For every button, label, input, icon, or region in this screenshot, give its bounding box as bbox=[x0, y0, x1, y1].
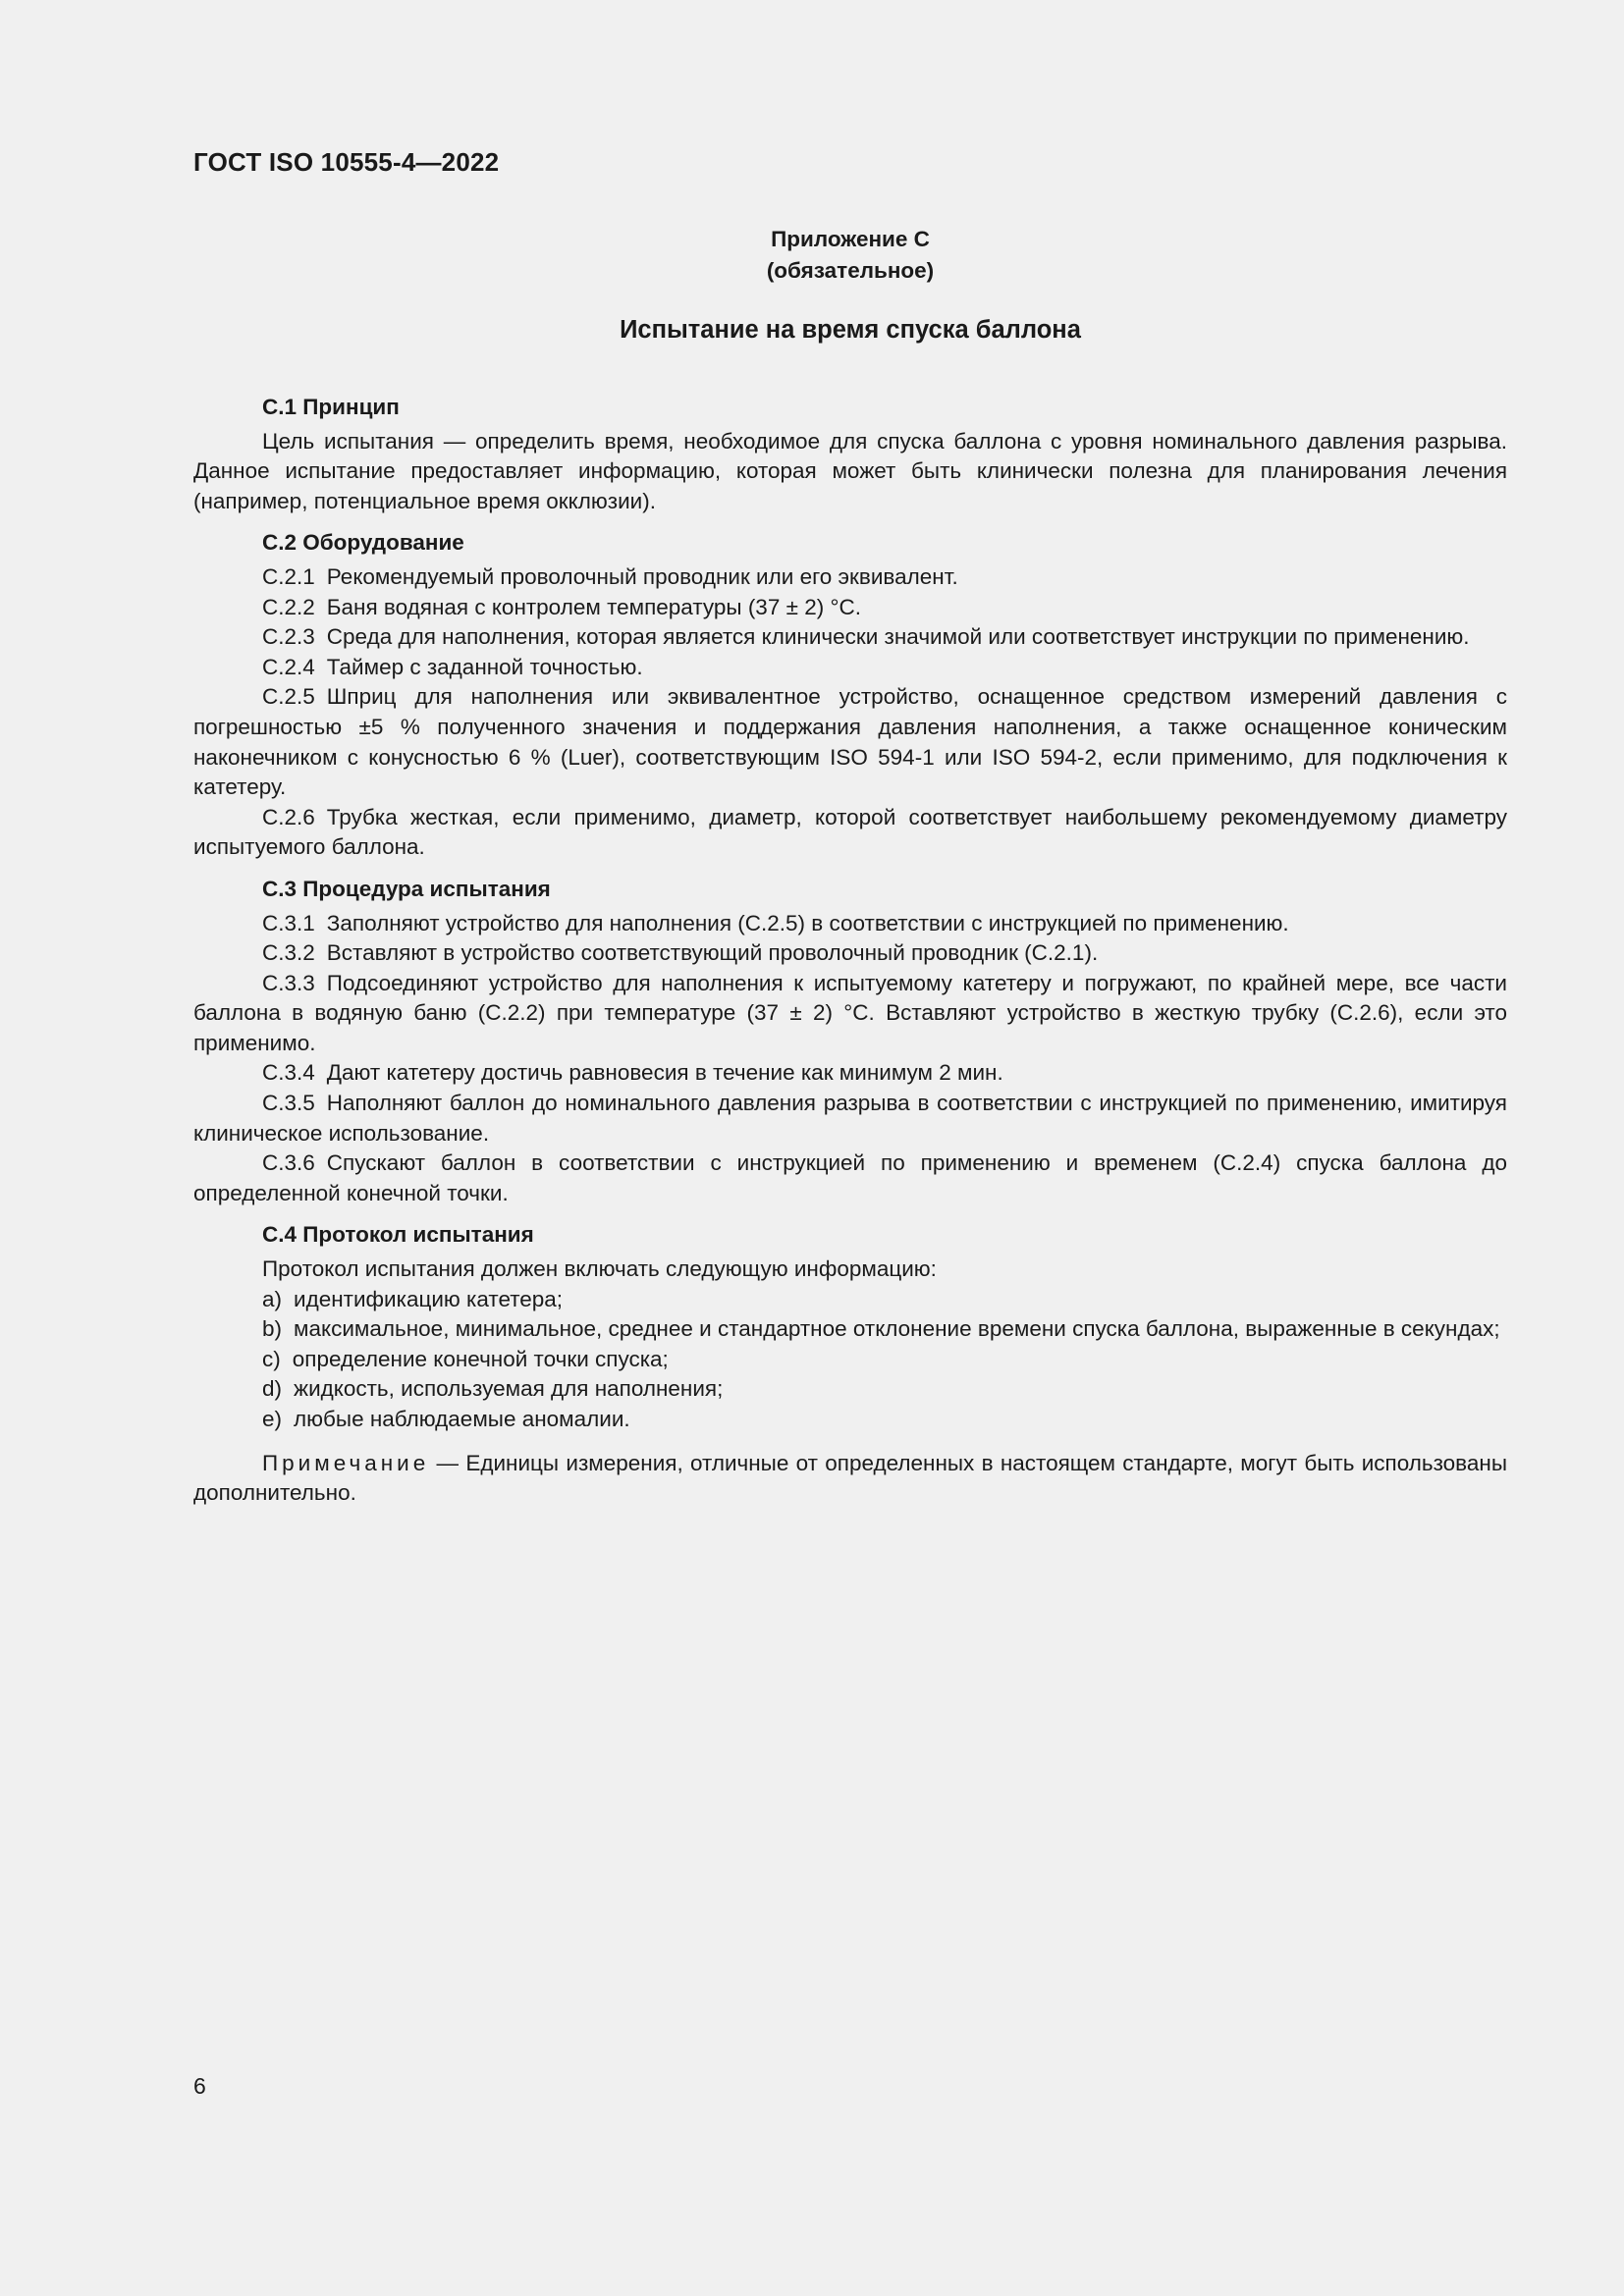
paragraph-c1: Цель испытания — определить время, необходимое для спуска баллона с уровня номинального давления разрыва. Данное испытание предоставляет информацию, которая может быть клинически полезна для планирования лечения (например, потенциальное время окклюзии). bbox=[193, 428, 1507, 513]
clause-c2-2 bbox=[193, 593, 1507, 623]
clause-c3-6 bbox=[193, 1148, 1507, 1208]
list-item-text: любые наблюдаемые аномалии. bbox=[294, 1407, 630, 1431]
clause-number: C.3.1 bbox=[262, 910, 315, 935]
standard-header: ГОСТ ISO 10555-4—2022 bbox=[193, 147, 500, 177]
clause-number: C.3.5 bbox=[262, 1091, 315, 1116]
list-item-text: максимальное, минимальное, среднее и стандартное отклонение времени спуска баллона, выраженные в секундах; bbox=[294, 1316, 1500, 1342]
annex-heading bbox=[193, 224, 1507, 287]
clause-text: Среда для наполнения, которая является клинически значимой или соответствует инструкции по применению. bbox=[326, 624, 1470, 650]
page-number: 6 bbox=[193, 2073, 206, 2099]
list-item-c bbox=[193, 1345, 1507, 1375]
list-item-text: идентификацию катетера; bbox=[294, 1286, 564, 1311]
clause-text: Наполняют баллон до номинального давления разрыва в соответствии с инструкцией по применению, имитируя клиническое использование. bbox=[193, 1091, 1507, 1146]
clause-number: C.3.3 bbox=[262, 970, 315, 995]
clause-c3-2 bbox=[193, 938, 1507, 969]
clause-c3-1 bbox=[193, 909, 1507, 939]
clause-number: C.2.2 bbox=[262, 594, 315, 619]
clause-text: Спускают баллон в соответствии с инструкцией по применению и временем (C.2.4) спуска баллона до определенной конечной точки. bbox=[193, 1150, 1507, 1205]
annex-status: (обязательное) bbox=[766, 258, 935, 283]
clause-number: C.3.2 bbox=[262, 940, 315, 966]
clause-c3-4 bbox=[193, 1058, 1507, 1089]
clause-text: Трубка жесткая, если применимо, диаметр, которой соответствует наибольшему рекомендуемому диаметру испытуемого баллона. bbox=[193, 804, 1507, 860]
clause-c2-6 bbox=[193, 803, 1507, 863]
note-label: Примечание bbox=[262, 1450, 430, 1475]
annex-main-title: Испытание на время спуска баллона bbox=[620, 316, 1081, 344]
clause-text: Рекомендуемый проволочный проводник или его эквивалент. bbox=[326, 563, 958, 589]
clause-c3-3 bbox=[193, 969, 1507, 1059]
clause-number: C.3.6 bbox=[262, 1150, 315, 1176]
list-item-text: определение конечной точки спуска; bbox=[292, 1346, 669, 1371]
list-marker: e) bbox=[262, 1407, 283, 1431]
section-heading-c3: C.3 Процедура испытания bbox=[262, 876, 551, 901]
annex-title: Приложение C bbox=[771, 227, 930, 251]
clause-c2-4 bbox=[193, 653, 1507, 683]
section-heading-c2: C.2 Оборудование bbox=[262, 530, 464, 556]
list-item-text: жидкость, используемая для наполнения; bbox=[294, 1376, 724, 1402]
list-item-a bbox=[193, 1285, 1507, 1315]
list-marker: c) bbox=[262, 1346, 281, 1371]
clause-number: C.2.6 bbox=[262, 804, 315, 829]
clause-text: Дают катетеру достичь равновесия в течение как минимум 2 мин. bbox=[326, 1060, 1003, 1086]
list-marker: d) bbox=[262, 1376, 283, 1402]
clause-text: Заполняют устройство для наполнения (C.2.5) в соответствии с инструкцией по применению. bbox=[326, 910, 1289, 935]
list-item-e bbox=[193, 1405, 1507, 1435]
clause-c2-5 bbox=[193, 682, 1507, 802]
clause-text: Подсоединяют устройство для наполнения к испытуемому катетеру и погружают, по крайней мере, все части баллона в водяную баню (C.2.2) при температуре (37 ± 2) °C. Вставляют устройство в жесткую трубку (C.2.6), если это применимо. bbox=[193, 970, 1507, 1055]
clause-text: Таймер с заданной точностью. bbox=[326, 654, 643, 679]
list-item-d bbox=[193, 1374, 1507, 1405]
list-marker: b) bbox=[262, 1316, 283, 1342]
clause-number: C.3.4 bbox=[262, 1060, 315, 1086]
list-marker: a) bbox=[262, 1286, 283, 1311]
clause-number: C.2.1 bbox=[262, 563, 315, 589]
clause-c3-5 bbox=[193, 1089, 1507, 1148]
clause-number: C.2.4 bbox=[262, 654, 315, 679]
clause-number: C.2.3 bbox=[262, 624, 315, 650]
paragraph-c4-intro: Протокол испытания должен включать следующую информацию: bbox=[262, 1256, 937, 1282]
clause-c2-1 bbox=[193, 562, 1507, 593]
clause-c2-3 bbox=[193, 622, 1507, 653]
note-text: — Единицы измерения, отличные от определенных в настоящем стандарте, могут быть использованы дополнительно. bbox=[193, 1450, 1507, 1506]
note-paragraph bbox=[193, 1449, 1507, 1509]
section-heading-c4: C.4 Протокол испытания bbox=[262, 1222, 534, 1248]
clause-text: Вставляют в устройство соответствующий проволочный проводник (C.2.1). bbox=[326, 940, 1099, 966]
clause-text: Шприц для наполнения или эквивалентное устройство, оснащенное средством измерений давления с погрешностью ±5 % полученного значения и поддержания давления наполнения, а также оснащенное коническим наконечником с конусностью 6 % (Luer), соответствующим ISO 594-1 или ISO 594-2, если применимо, для подключения к катетеру. bbox=[193, 684, 1507, 800]
clause-text: Баня водяная с контролем температуры (37 ± 2) °C. bbox=[326, 594, 861, 619]
document-body bbox=[193, 393, 1507, 1509]
list-item-b bbox=[193, 1314, 1507, 1345]
clause-number: C.2.5 bbox=[262, 684, 315, 710]
section-heading-c1: C.1 Принцип bbox=[262, 395, 400, 419]
